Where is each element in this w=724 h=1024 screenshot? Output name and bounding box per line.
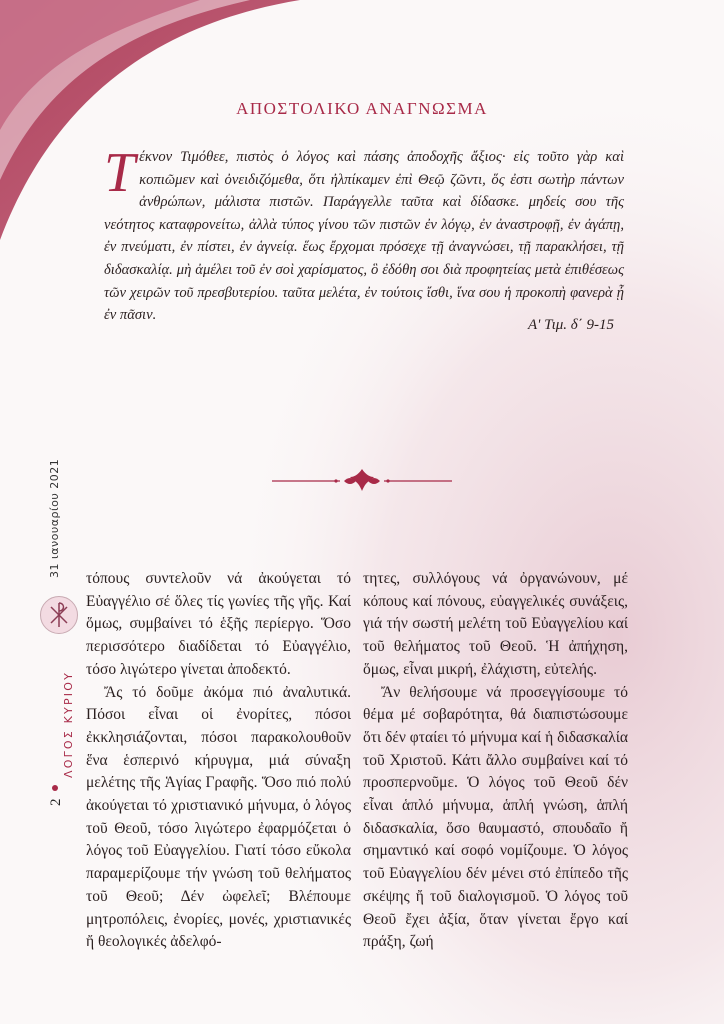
page-number: 2: [48, 798, 64, 806]
paragraph: Ἄς τό δοῦμε ἀκόμα πιό ἀναλυτικά. Πόσοι εἶναι οἱ ἐνορίτες, πόσοι ἐκκλησιάζονται, πόσοι παρακολουθοῦν ἕνα ἑσπερινό κήρυγμα, μιά σύναξη μελέτης τῆς Ἁγίας Γραφῆς. Ὅσο πιό πολύ ἀκούγεται τό χριστιανικό μήνυμα, ὁ λόγος τοῦ Θεοῦ, τόσο λιγώτερο ἐφαρμόζεται ὁ λόγος τοῦ Εὐαγγελίου. Γιατί τόσο εὔκολα παραμερίζουμε τήν γνώση τοῦ θελήματος τοῦ Θεοῦ; Δέν ὠφελεῖ; Βλέπουμε μητροπόλεις, ἐνορίες, μονές, χριστιανικές ἤ θεολογικές ἀδελφό-: [86, 683, 351, 951]
paragraph: Ἄν θελήσουμε νά προσεγγίσουμε τό θέμα μέ σοβαρότητα, θά διαπιστώσουμε ὅτι δέν φταίει τό μήνυμα καί ἡ διδασκαλία τοῦ Χριστοῦ. Κάτι ἄλλο συμβαίνει καί τό προσπερνοῦμε. Ὁ λόγος τοῦ Θεοῦ δέν εἶναι ἁπλό μήνυμα, ἁπλή γνώση, ἁπλή διδασκαλία, ὅσο θαυμαστό, σπουδαῖο ἤ σημαντικό καί σοφό νομίζουμε. Ὁ λόγος τοῦ Εὐαγγελίου δέν μένει στό ἐπίπεδο τῆς σκέψης ἤ τοῦ διαλογισμοῦ. Ὁ λόγος τοῦ Θεοῦ ἔχει ἀξία, ὅταν γίνεται ἔργο καί πράξη, ζωή: [363, 683, 628, 951]
text-column-left: [86, 568, 351, 954]
scripture-reference: Α' Τιμ. δ΄ 9-15: [527, 317, 614, 333]
paragraph: τόπους συντελοῦν νά ἀκούγεται τό Εὐαγγέλιο σέ ὅλες τίς γωνίες τῆς γῆς. Καί ὅμως, συμβαίνει τό ἑξῆς περίεργο. Ὅσο περισσότερο διαδίδεται τό Εὐαγγέλιο, τόσο λιγώτερο γίνεται ἀποδεκτό.: [86, 570, 351, 678]
issue-date: 31 ιανουαρίου 2021: [48, 458, 61, 578]
drop-cap: Τ: [104, 142, 136, 204]
epistle-reading: [104, 142, 624, 327]
ornamental-divider-icon: [272, 467, 452, 495]
magazine-name: ΛΟΓΟΣ ΚΥΡΙΟΥ: [62, 670, 75, 778]
paragraph: τητες, συλλόγους νά ὀργανώνουν, μέ κόπους καί πόνους, εὐαγγελικές συνάξεις, γιά τήν σωστή μελέτη τοῦ Εὐαγγελίου καί τοῦ θελήματος τοῦ Θεοῦ. Ἡ ἀπήχηση, ὅμως, εἶναι μικρή, ἐλάχιστη, εὐτελής.: [363, 570, 628, 678]
reading-text: έκνον Τιμόθεε, πιστὸς ὁ λόγος καὶ πάσης ἀποδοχῆς ἄξιος· εἰς τοῦτο γὰρ καὶ κοπιῶμεν καὶ ὀνειδιζόμεθα, ὅτι ἠλπίκαμεν ἐπὶ Θεῷ ζῶντι, ὅς ἐστι σωτὴρ πάντων ἀνθρώπων, μάλιστα πιστῶν. Παράγγελλε ταῦτα καὶ δίδασκε. μηδείς σου τῆς νεότητος καταφρονείτω, ἀλλὰ τύπος γίνου τῶν πιστῶν ἐν λόγῳ, ἐν ἀναστροφῇ, ἐν ἀγάπῃ, ἐν πνεύματι, ἐν πίστει, ἐν ἁγνείᾳ. ἕως ἔρχομαι πρόσεχε τῇ ἀναγνώσει, τῇ παρακλήσει, τῇ διδασκαλίᾳ. μὴ ἀμέλει τοῦ ἐν σοὶ χαρίσματος, ὃ ἐδόθη σοι διὰ προφητείας μετὰ ἐπιθέσεως τῶν χειρῶν τοῦ πρεσβυτερίου. ταῦτα μελέτα, ἐν τούτοις ἴσθι, ἵνα σου ἡ προκοπὴ φανερὰ ᾖ ἐν πᾶσιν.: [104, 149, 624, 324]
text-column-right: [363, 568, 628, 954]
section-title: ΑΠΟΣΤΟΛΙΚΟ ΑΝΑΓΝΩΣΜΑ: [236, 99, 488, 118]
chi-rho-seal-icon: [40, 596, 78, 634]
bullet-icon: [52, 785, 58, 791]
